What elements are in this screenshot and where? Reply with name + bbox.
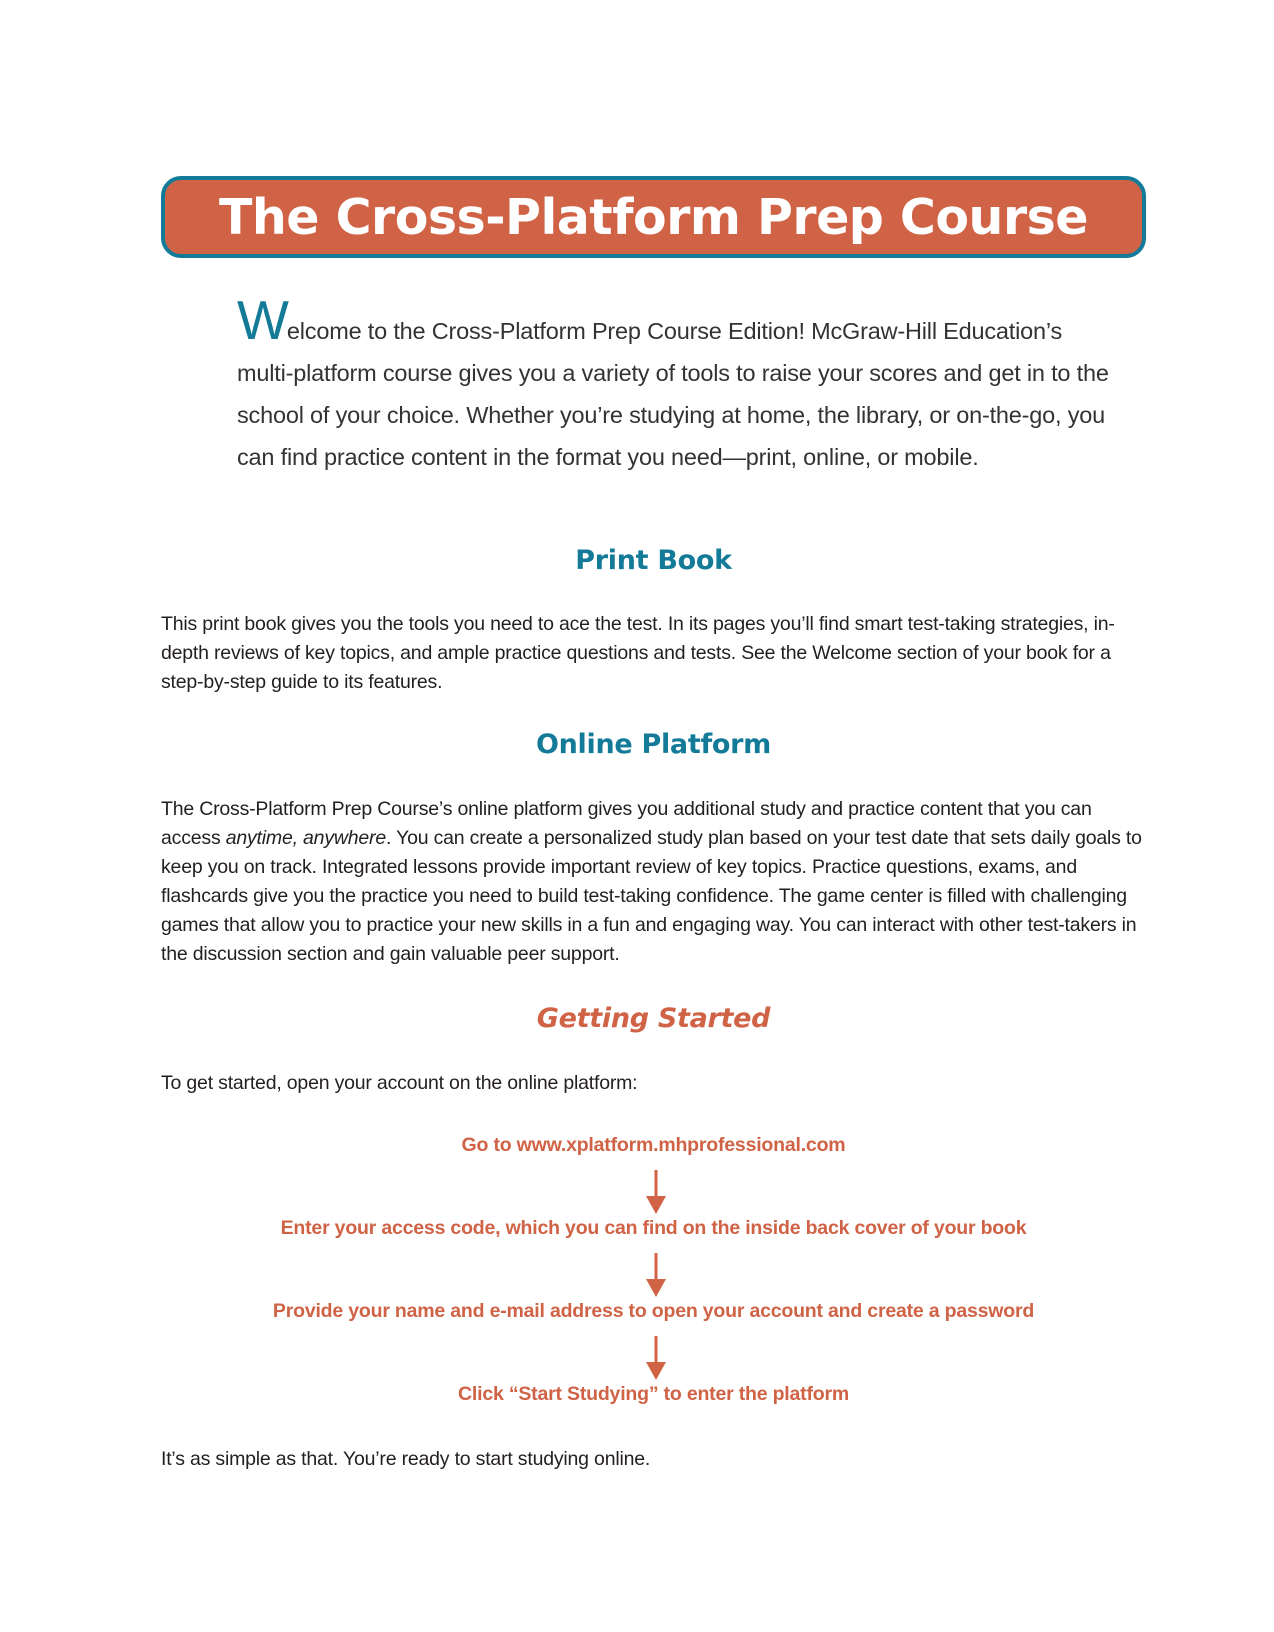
online-platform-heading: Online Platform xyxy=(535,729,772,760)
intro-text: elcome to the Cross-Platform Prep Course Edition! McGraw-Hill Education’s multi-platform course gives you a variety of tools to raise your scores and get in to the school of your choice. Whether you’re studying at home, the library, or on-the-go, you can find practice content in the format you need—print, online, or mobile. xyxy=(237,318,1109,470)
print-book-paragraph: This print book gives you the tools you need to ace the test. In its pages you’ll find smart test-taking strategies, in-depth reviews of key topics, and ample practice questions and tests. See the Welcome section of your book for a step-by-step guide to its features. xyxy=(161,613,1115,693)
print-book-heading: Print Book xyxy=(575,545,732,576)
online-platform-text-end: . You can create a personalized study plan based on your test date that sets daily goals to keep you on track. Integrated lessons provide important review of key topics. Practice questions, exams, and flashcards give you the practice you need to build test-taking confidence. The game center is filled with challenging games that allow you to practice your new skills in a fun and engaging way. You can interact with other test-takers in the discussion section and gain valuable peer support. xyxy=(161,827,1142,965)
step-2: Enter your access code, which you can find on the inside back cover of your book xyxy=(280,1217,1027,1239)
step-4: Click “Start Studying” to enter the platform xyxy=(458,1383,849,1405)
step-1: Go to www.xplatform.mhprofessional.com xyxy=(461,1134,846,1156)
closing-paragraph: It’s as simple as that. You’re ready to start studying online. xyxy=(161,1448,651,1470)
arrow-down-icon xyxy=(645,1336,667,1380)
online-platform-text-start: The Cross-Platform Prep Course’s online platform gives you additional study and practice content that you can access xyxy=(161,798,1092,849)
intro-paragraph xyxy=(237,289,1117,478)
step-3: Provide your name and e-mail address to open your account and create a password xyxy=(272,1300,1035,1322)
getting-started-lead: To get started, open your account on the online platform: xyxy=(161,1072,638,1094)
getting-started-heading: Getting Started xyxy=(536,1003,771,1034)
drop-cap: W xyxy=(237,289,287,351)
arrow-down-icon xyxy=(645,1170,667,1214)
online-platform-paragraph xyxy=(161,795,1151,969)
page-title: The Cross-Platform Prep Course xyxy=(218,188,1089,246)
title-banner xyxy=(161,176,1146,258)
arrow-down-icon xyxy=(645,1253,667,1297)
online-platform-emphasis: anytime, anywhere xyxy=(225,827,386,849)
